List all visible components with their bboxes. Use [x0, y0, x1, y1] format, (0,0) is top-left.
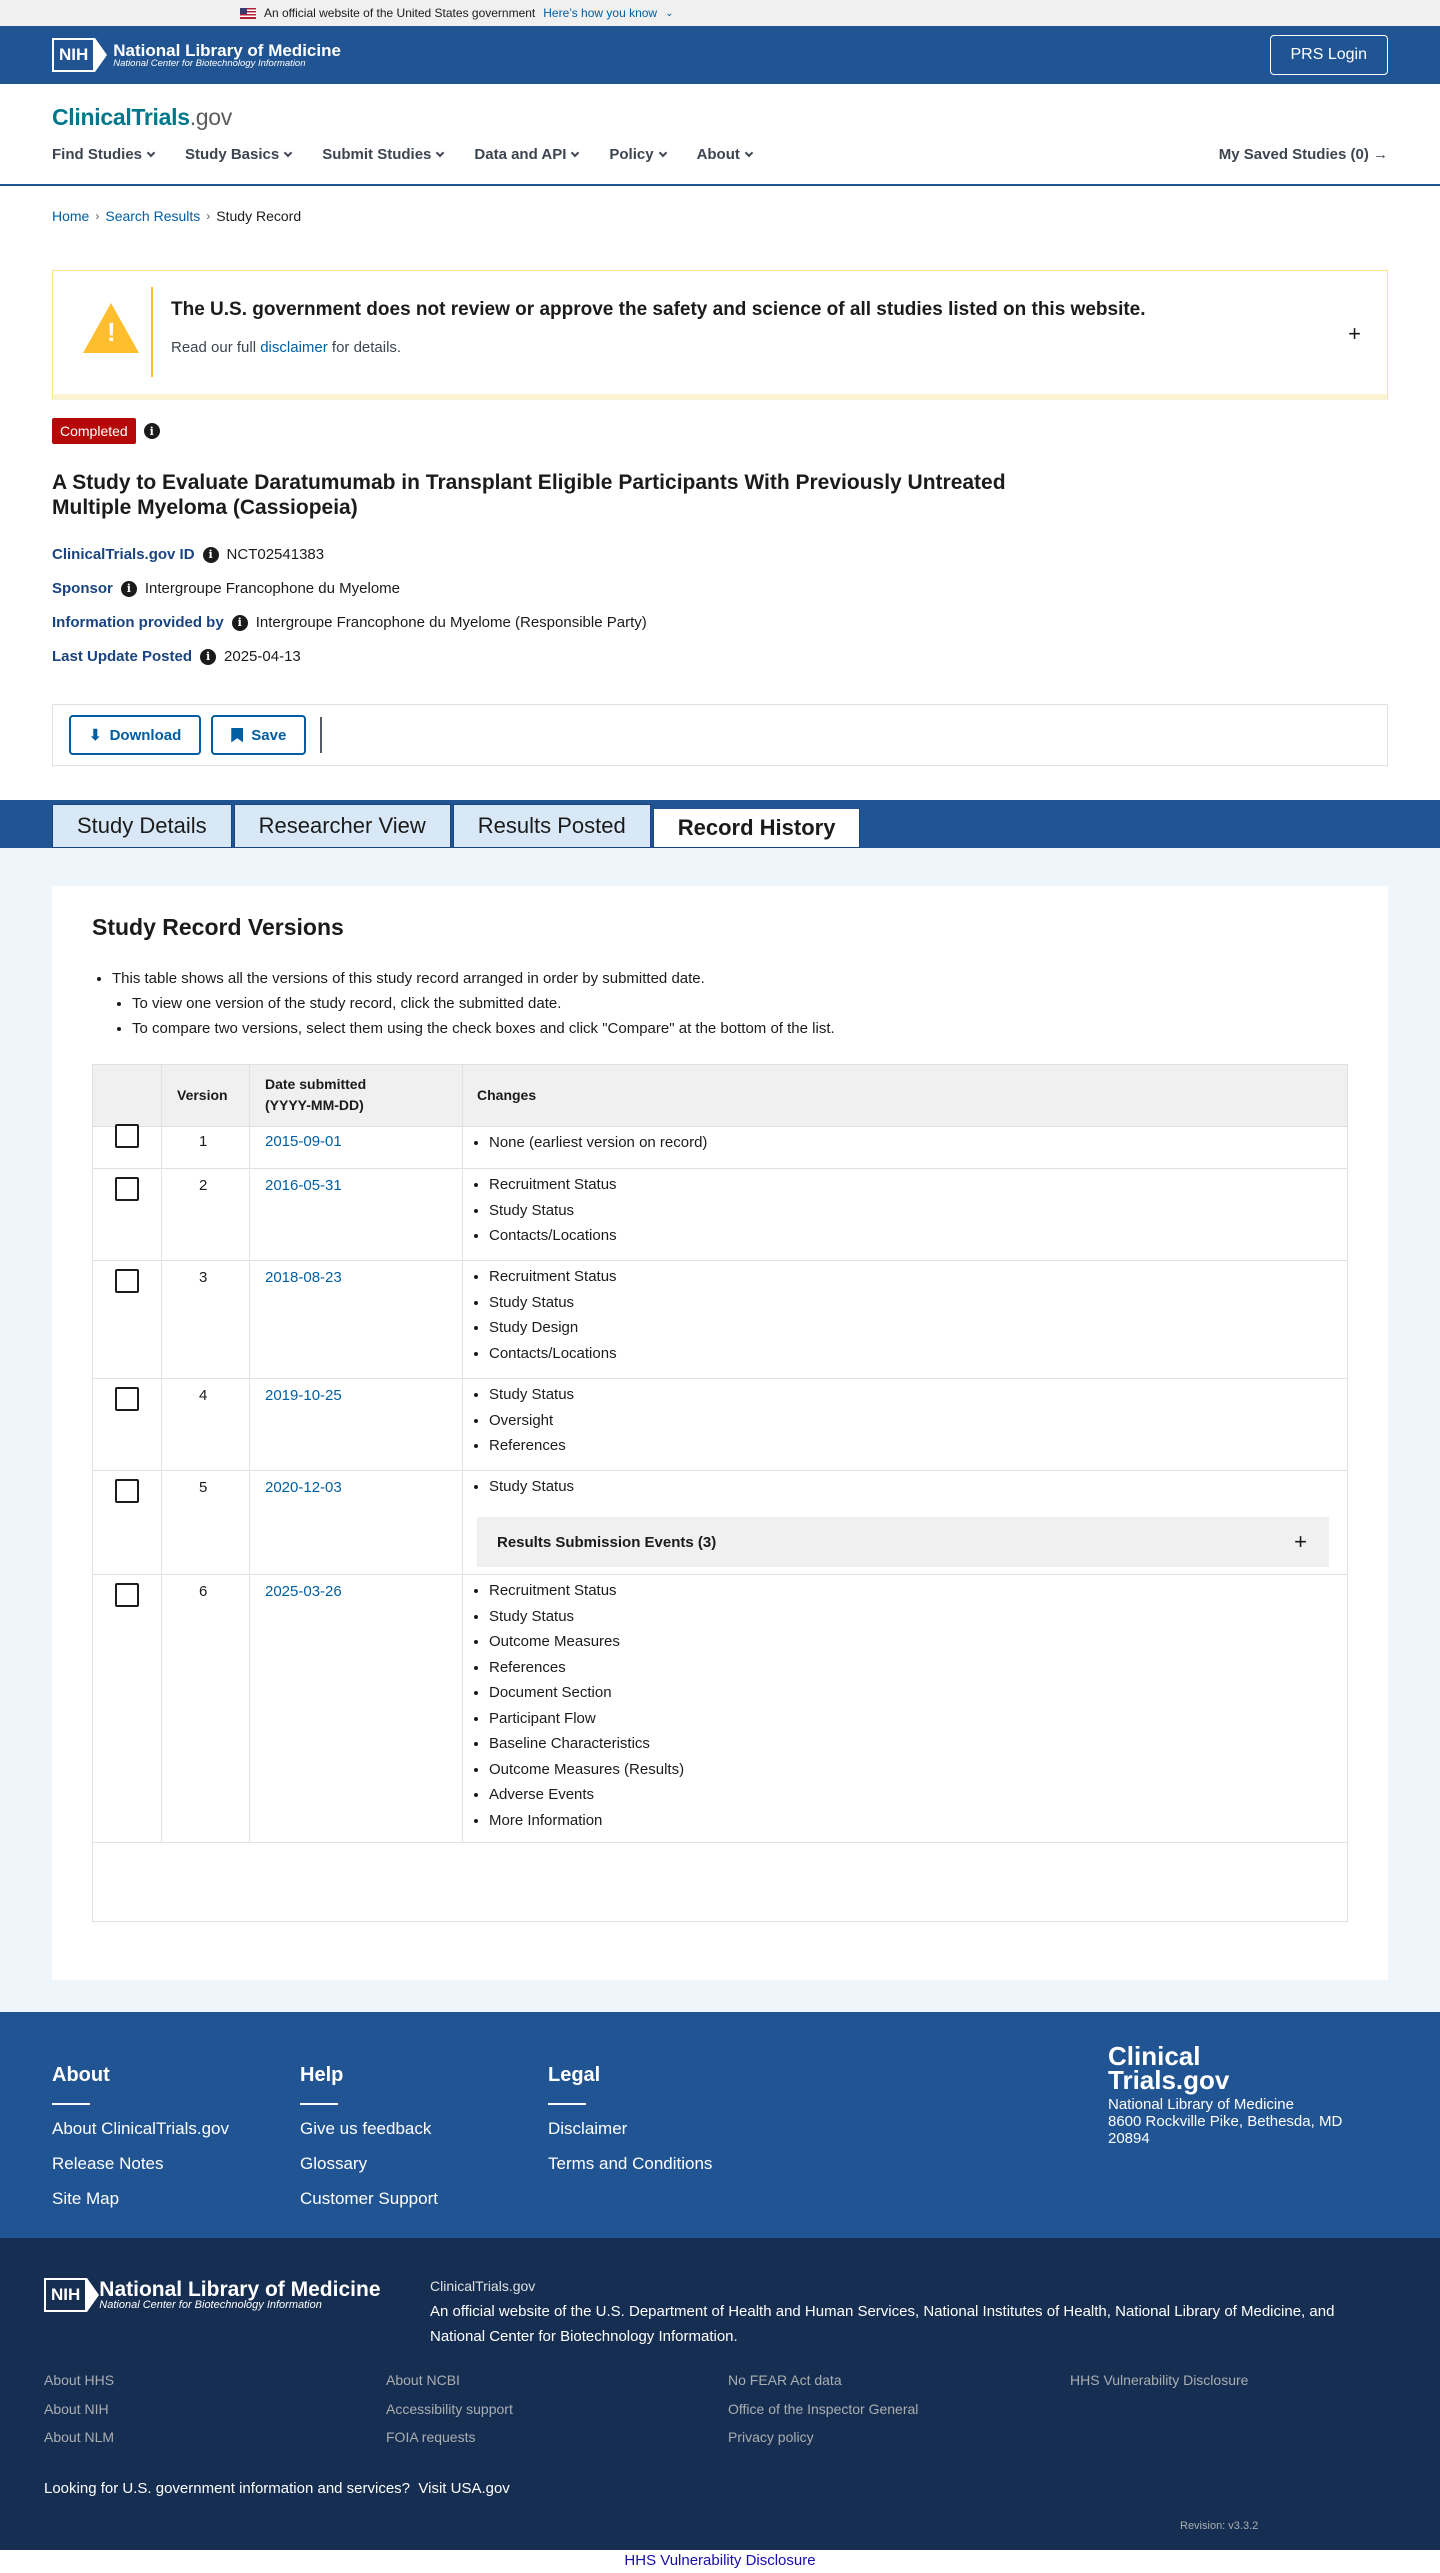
nav-label: Submit Studies	[322, 146, 432, 163]
tab-record-history[interactable]: Record History	[653, 804, 861, 848]
versions-description	[112, 966, 835, 1041]
footer-link[interactable]: Terms and Conditions	[548, 2154, 713, 2173]
versions-card	[52, 886, 1388, 1980]
version-date-link[interactable]: 2016-05-31	[265, 1177, 342, 1194]
footer-link[interactable]: About NCBI	[386, 2372, 460, 2388]
versions-table	[92, 1064, 1348, 1922]
sponsor-label: Sponsor	[52, 580, 113, 597]
nih-bar	[0, 26, 1440, 84]
footer-link[interactable]: About HHS	[44, 2372, 115, 2388]
study-id-row	[52, 546, 324, 563]
footer-link[interactable]: Glossary	[300, 2154, 368, 2173]
change-item: • Document Section	[489, 1680, 684, 1706]
nav-find-studies[interactable]	[52, 146, 154, 163]
version-checkbox[interactable]	[115, 1387, 139, 1411]
version-checkbox[interactable]	[115, 1479, 139, 1503]
official-text: ClinicalTrials.gov An official website of the U.S. Department of Health and Human Services, National Institutes of Health, National Library of Medicine, and National Center for Biotechnology Information.	[430, 2274, 1360, 2349]
nih-logo[interactable]	[52, 38, 341, 72]
official-pre: An official website of the	[430, 2303, 596, 2320]
change-item: • Study Status	[489, 1382, 574, 1408]
header-version: Version	[177, 1087, 228, 1103]
change-item: • Baseline Characteristics	[489, 1731, 684, 1757]
revision-text: Revision: v3.3.2	[1180, 2520, 1259, 2532]
info-icon[interactable]: i	[121, 581, 137, 597]
version-checkbox[interactable]	[115, 1583, 139, 1607]
version-number: 6	[199, 1583, 208, 1600]
footer-legal-title: Legal	[548, 2064, 601, 2086]
breadcrumb	[52, 208, 301, 224]
breadcrumb-search-results[interactable]: Search Results	[105, 208, 201, 224]
how-you-know-link[interactable]: Here’s how you know	[543, 6, 658, 20]
info-icon[interactable]: i	[203, 547, 219, 563]
header-date	[265, 1074, 366, 1116]
hhs-disclosure-bar	[0, 2550, 1440, 2573]
us-flag-icon	[240, 8, 256, 19]
table-header	[93, 1065, 1347, 1127]
nav-data-api[interactable]	[474, 146, 578, 163]
footer-about-title: About	[52, 2064, 110, 2086]
version-date-link[interactable]: 2018-08-23	[265, 1269, 342, 1286]
change-item: • Recruitment Status	[489, 1172, 617, 1198]
disclaimer-link[interactable]: disclaimer	[260, 339, 328, 356]
change-item: • Outcome Measures (Results)	[489, 1757, 684, 1783]
changes-list	[469, 1130, 707, 1156]
study-title: A Study to Evaluate Daratumumab in Transplant Eligible Participants With Previously Untreated Multiple Myeloma (Cassiopeia)	[52, 471, 1006, 519]
events-label: Results Submission Events (3)	[497, 1533, 717, 1551]
change-item: • Study Status	[489, 1474, 574, 1500]
chevron-right-icon: ›	[206, 209, 211, 223]
ncbi-name: National Center for Biotechnology Information	[99, 2299, 322, 2311]
alert-divider	[151, 287, 153, 377]
desc-item: • This table shows all the versions of this study record arranged in order by submitted date.	[112, 966, 835, 991]
and-text: and	[1309, 2303, 1335, 2320]
nav-label: About	[696, 146, 740, 163]
download-icon: ⬇	[89, 727, 102, 744]
saved-label: My Saved Studies (0)	[1218, 146, 1369, 163]
alert-text	[171, 339, 401, 356]
version-checkbox[interactable]	[115, 1269, 139, 1293]
gov-banner	[0, 0, 1440, 26]
change-item: • Study Status	[489, 1198, 617, 1224]
status-badge: Completed	[52, 418, 136, 444]
nav-study-basics[interactable]	[185, 146, 291, 163]
header-changes: Changes	[477, 1087, 537, 1103]
footer-link[interactable]: FOIA requests	[386, 2429, 476, 2445]
chevron-down-icon	[571, 148, 579, 156]
changes-list	[469, 1578, 684, 1833]
info-icon[interactable]: i	[144, 423, 160, 439]
main-nav	[52, 146, 752, 163]
footer-link[interactable]: Customer Support	[300, 2189, 438, 2208]
action-divider	[320, 717, 322, 753]
chevron-down-icon[interactable]: ⌄	[665, 7, 674, 19]
versions-title: Study Record Versions	[92, 914, 344, 940]
change-item: • Contacts/Locations	[489, 1223, 617, 1249]
footer-link[interactable]: Privacy policy	[728, 2429, 814, 2445]
change-item: • Outcome Measures	[489, 1629, 684, 1655]
arrow-right-icon: →	[1373, 146, 1388, 163]
footer-link[interactable]: Give us feedback	[300, 2119, 432, 2138]
breadcrumb-current: Study Record	[216, 208, 302, 224]
alert-pre: Read our full	[171, 339, 261, 356]
info-icon[interactable]: i	[232, 615, 248, 631]
nlm-name: National Library of Medicine	[99, 2278, 381, 2301]
nav-about[interactable]	[697, 146, 752, 163]
nih-link[interactable]: National Institutes of Health	[923, 2303, 1107, 2320]
logo-suffix: .gov	[189, 104, 232, 130]
warning-icon: !	[83, 303, 139, 353]
change-item: • Recruitment Status	[489, 1264, 617, 1290]
tab-results-posted[interactable]: Results Posted	[453, 804, 651, 848]
header-date-line1: Date submitted	[265, 1076, 367, 1092]
disclaimer-alert	[52, 270, 1388, 400]
version-date-link[interactable]: 2020-12-03	[265, 1479, 342, 1496]
footer-link[interactable]: Office of the Inspector General	[728, 2401, 919, 2417]
sponsor-row	[52, 580, 400, 597]
changes-list	[469, 1382, 574, 1459]
footer-link[interactable]: Accessibility support	[386, 2401, 513, 2417]
change-item: • Contacts/Locations	[489, 1341, 617, 1367]
version-checkbox[interactable]	[115, 1124, 139, 1148]
breadcrumb-home[interactable]: Home	[52, 208, 90, 224]
nav-policy[interactable]	[609, 146, 665, 163]
save-button[interactable]	[211, 715, 306, 755]
change-item: • References	[489, 1655, 684, 1681]
nlm-footer	[0, 2238, 1440, 2573]
nih-logo-mark: NIH	[52, 38, 95, 72]
footer-link[interactable]: HHS Vulnerability Disclosure	[1070, 2372, 1249, 2388]
update-row	[52, 648, 301, 665]
nav-label: Find Studies	[52, 146, 142, 163]
footer-help	[300, 2064, 438, 2224]
expand-plus-icon[interactable]: +	[1294, 1529, 1307, 1554]
provided-label: Information provided by	[52, 614, 224, 631]
download-label: Download	[109, 726, 182, 744]
address-line: 20894	[1108, 2130, 1150, 2147]
logo-main: ClinicalTrials	[52, 104, 190, 130]
results-submission-events[interactable]	[477, 1517, 1329, 1567]
table-row	[93, 1261, 1347, 1379]
version-number: 3	[199, 1269, 208, 1286]
chevron-down-icon	[147, 148, 155, 156]
footer-help-title: Help	[300, 2064, 344, 2086]
footer-link[interactable]: About ClinicalTrials.gov	[52, 2119, 229, 2138]
footer-logo	[1108, 2041, 1343, 2147]
nih-logo-mark: NIH	[44, 2278, 87, 2312]
version-number: 4	[199, 1387, 208, 1404]
footer-link[interactable]: About NIH	[44, 2401, 109, 2417]
table-row	[93, 1127, 1347, 1169]
chevron-down-icon	[436, 148, 444, 156]
expand-plus-icon[interactable]: +	[1348, 321, 1361, 346]
update-value: 2025-04-13	[224, 648, 301, 665]
footer-link[interactable]: Release Notes	[52, 2154, 164, 2173]
footer-link[interactable]: Site Map	[52, 2189, 120, 2208]
tabs	[52, 804, 860, 848]
bookmark-icon	[231, 728, 243, 743]
change-item: • Oversight	[489, 1408, 574, 1434]
saved-studies-link[interactable]	[1219, 146, 1388, 163]
chevron-right-icon: ›	[95, 209, 100, 223]
nav-label: Data and API	[474, 146, 567, 163]
provided-value: Intergroupe Francophone du Myelome (Responsible Party)	[255, 614, 647, 631]
header-date-line2: (YYYY-MM-DD)	[265, 1097, 364, 1113]
usa-gov-row	[44, 2480, 510, 2497]
table-row	[93, 1169, 1347, 1261]
id-label: ClinicalTrials.gov ID	[52, 546, 195, 563]
nlm-footer-logo[interactable]	[44, 2278, 381, 2312]
footer-link[interactable]: Disclaimer	[548, 2119, 628, 2138]
provided-row	[52, 614, 647, 631]
action-bar	[52, 704, 1388, 766]
info-icon[interactable]: i	[200, 649, 216, 665]
footer	[0, 2012, 1440, 2238]
desc-item: • To compare two versions, select them using the check boxes and click "Compare" at the bottom of the list.	[132, 1016, 835, 1041]
ncbi-link[interactable]: National Center for Biotechnology Information	[430, 2328, 734, 2345]
change-item: • Study Design	[489, 1315, 617, 1341]
version-number: 2	[199, 1177, 208, 1194]
tab-study-details[interactable]: Study Details	[52, 804, 232, 848]
hhs-disclosure-link[interactable]: HHS Vulnerability Disclosure	[624, 2552, 816, 2569]
footer-logo-line2: Trials.gov	[1108, 2065, 1230, 2095]
tab-researcher-view[interactable]: Researcher View	[234, 804, 451, 848]
usa-gov-link[interactable]: Visit USA.gov	[418, 2480, 510, 2497]
gov-banner-text: An official website of the United States government	[264, 6, 536, 20]
nav-submit-studies[interactable]	[322, 146, 443, 163]
change-item: • References	[489, 1433, 574, 1459]
version-date-link[interactable]: 2025-03-26	[265, 1583, 342, 1600]
desc-item: • To view one version of the study record, click the submitted date.	[132, 991, 835, 1016]
hhs-link[interactable]: U.S. Department of Health and Human Services	[595, 2303, 915, 2320]
table-row	[93, 1379, 1347, 1471]
change-item: • Study Status	[489, 1290, 617, 1316]
download-button[interactable]	[69, 715, 201, 755]
version-date-link[interactable]: 2015-09-01	[265, 1133, 342, 1150]
version-checkbox[interactable]	[115, 1177, 139, 1201]
footer-logo-line1: Clinical	[1108, 2041, 1201, 2071]
chevron-down-icon	[284, 148, 292, 156]
study-id: NCT02541383	[226, 546, 325, 563]
chevron-down-icon	[745, 148, 753, 156]
ncbi-name: National Center for Biotechnology Information	[113, 57, 306, 69]
prs-login-button[interactable]: PRS Login	[1270, 35, 1389, 75]
nav-label: Policy	[609, 146, 654, 163]
footer-about	[52, 2064, 229, 2224]
address-line: National Library of Medicine	[1108, 2096, 1294, 2113]
site-header	[0, 84, 1440, 186]
chevron-down-icon	[658, 148, 666, 156]
change-item: • None (earliest version on record)	[489, 1130, 707, 1156]
status-row	[52, 418, 160, 444]
version-number: 1	[199, 1133, 208, 1150]
change-item: • Participant Flow	[489, 1706, 684, 1732]
changes-list	[469, 1474, 574, 1500]
footer-link[interactable]: No FEAR Act data	[728, 2372, 842, 2388]
nlm-name: National Library of Medicine	[113, 40, 341, 60]
update-label: Last Update Posted	[52, 648, 193, 665]
alert-heading: The U.S. government does not review or approve the safety and science of all studies listed on this website.	[171, 299, 1146, 320]
footer-link[interactable]: About NLM	[44, 2429, 115, 2445]
address-line: 8600 Rockville Pike, Bethesda, MD	[1108, 2113, 1343, 2130]
version-date-link[interactable]: 2019-10-25	[265, 1387, 342, 1404]
alert-post: for details.	[327, 339, 402, 356]
change-item: • More Information	[489, 1808, 684, 1834]
change-item: • Recruitment Status	[489, 1578, 684, 1604]
change-item: • Study Status	[489, 1604, 684, 1630]
changes-list	[469, 1264, 617, 1366]
table-row	[93, 1471, 1347, 1575]
changes-list	[469, 1172, 617, 1249]
clinicaltrials-logo[interactable]	[52, 104, 232, 131]
usa-question: Looking for U.S. government information and services?	[44, 2480, 411, 2497]
save-label: Save	[251, 726, 287, 744]
sponsor-value: Intergroupe Francophone du Myelome	[144, 580, 400, 597]
nlm-link[interactable]: National Library of Medicine	[1115, 2303, 1302, 2320]
table-row	[93, 1575, 1347, 1843]
nav-label: Study Basics	[185, 146, 280, 163]
version-number: 5	[199, 1479, 208, 1496]
site-name: ClinicalTrials.gov	[430, 2278, 536, 2294]
change-item: • Adverse Events	[489, 1782, 684, 1808]
footer-legal	[548, 2064, 712, 2189]
